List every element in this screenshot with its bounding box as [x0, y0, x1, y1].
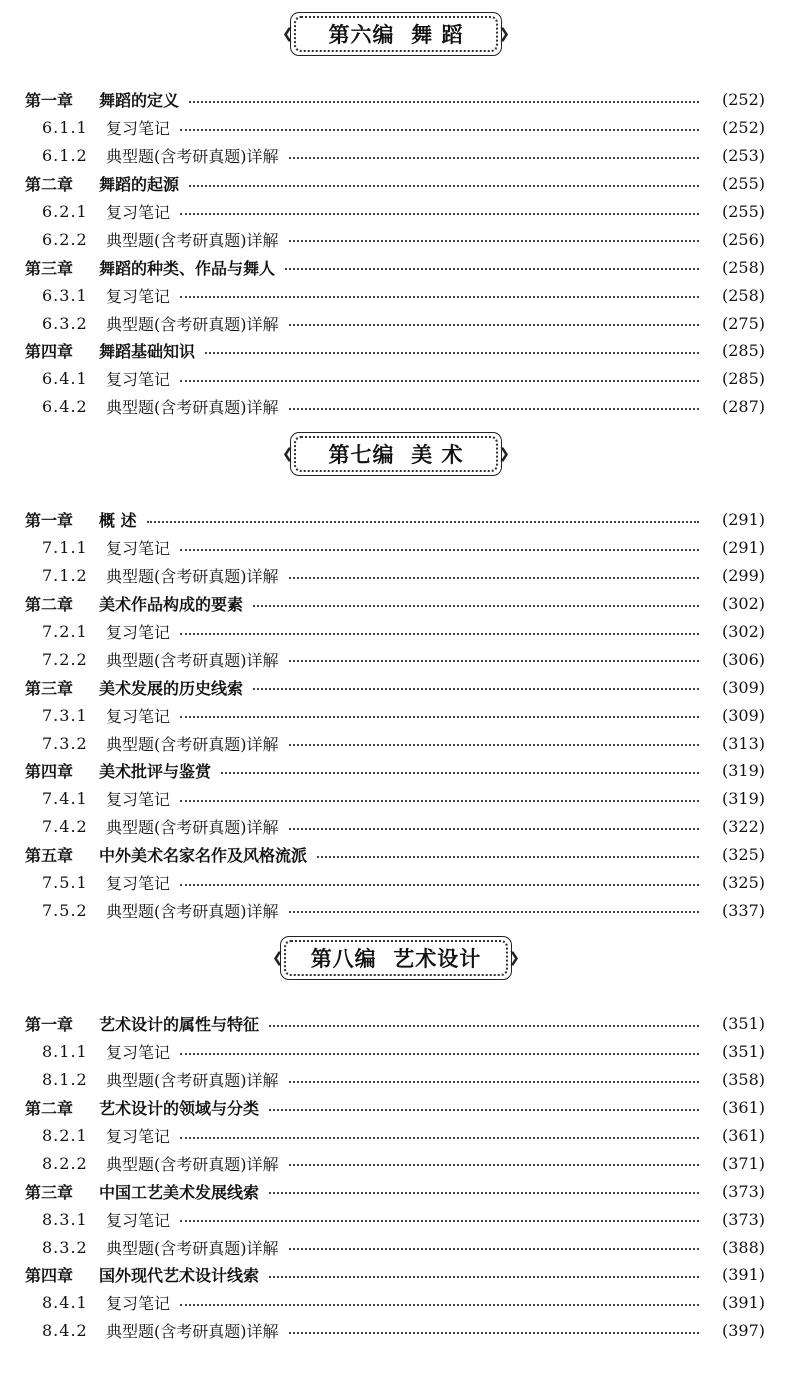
flourish-left-icon: ❮ — [272, 950, 284, 966]
toc-entry-title: 复习笔记 — [106, 874, 171, 894]
toc-entry-title: 典型题(含考研真题)详解 — [106, 567, 279, 587]
dot-leader — [180, 800, 699, 802]
toc-entry-number: 6.2.1 — [42, 202, 88, 221]
toc-entry-number: 7.2.1 — [42, 622, 88, 641]
toc-page-number: (358) — [721, 1070, 765, 1090]
dot-leader — [289, 1248, 700, 1250]
toc-entry-title: 复习笔记 — [106, 1294, 171, 1314]
toc-entry-title: 复习笔记 — [106, 1210, 171, 1230]
toc-entry-number: 6.4.2 — [42, 397, 88, 417]
toc-entry-number: 第四章 — [25, 762, 74, 782]
toc-entry-title: 典型题(含考研真题)详解 — [106, 1238, 279, 1258]
part-seven-entries — [0, 506, 790, 924]
toc-entry-title: 典型题(含考研真题)详解 — [106, 1154, 279, 1174]
toc-chapter-row[interactable] — [0, 841, 790, 869]
toc-page-number: (337) — [721, 900, 765, 920]
toc-entry-title: 复习笔记 — [106, 370, 171, 390]
toc-page-number: (306) — [721, 649, 765, 669]
toc-entry-number: 7.4.1 — [42, 789, 88, 809]
toc-section-row[interactable] — [0, 534, 790, 562]
dot-leader — [289, 577, 700, 579]
toc-entry-number: 7.2.2 — [42, 649, 88, 669]
toc-entry-number: 6.2.2 — [42, 229, 88, 249]
toc-entry-title: 美术批评与鉴赏 — [99, 762, 212, 782]
toc-entry-title: 美术发展的历史线索 — [99, 678, 244, 698]
toc-entry-number: 第一章 — [25, 1015, 74, 1035]
part-eight-banner — [272, 936, 520, 980]
toc-entry-title: 舞蹈的起源 — [99, 175, 180, 195]
part-eight-entries — [0, 1010, 790, 1345]
toc-page-number: (256) — [721, 229, 765, 249]
toc-entry-title: 典型题(含考研真题)详解 — [106, 1071, 279, 1091]
toc-entry-title: 复习笔记 — [106, 286, 171, 306]
dot-leader — [289, 240, 700, 242]
dot-leader — [289, 408, 700, 410]
toc-page-number: (309) — [721, 677, 765, 697]
toc-entry-title: 典型题(含考研真题)详解 — [106, 818, 279, 838]
toc-entry-title: 国外现代艺术设计线索 — [99, 1266, 260, 1286]
toc-section-row[interactable] — [0, 393, 790, 421]
toc-section-row[interactable] — [0, 142, 790, 170]
toc-entry-title: 复习笔记 — [106, 203, 171, 222]
toc-page-number: (351) — [721, 1042, 765, 1062]
toc-page-number: (373) — [721, 1181, 765, 1201]
toc-entry-number: 6.1.2 — [42, 146, 88, 166]
toc-entry-number: 8.2.2 — [42, 1153, 88, 1173]
dot-leader — [180, 884, 699, 886]
dot-leader — [180, 1220, 699, 1222]
toc-chapter-row[interactable] — [0, 506, 790, 534]
toc-section-row[interactable] — [0, 618, 790, 646]
toc-entry-number: 第四章 — [25, 1266, 74, 1286]
flourish-left-icon: ❮ — [282, 26, 294, 42]
toc-chapter-row[interactable] — [0, 673, 790, 701]
dot-leader — [289, 1081, 700, 1083]
toc-section-row[interactable] — [0, 309, 790, 337]
toc-page-number: (302) — [721, 594, 765, 614]
dot-leader — [189, 101, 699, 103]
toc-section-row[interactable] — [0, 645, 790, 673]
dot-leader — [269, 1192, 699, 1194]
toc-entry-title: 舞蹈的种类、作品与舞人 — [99, 258, 276, 278]
dot-leader — [289, 660, 700, 662]
flourish-left-icon: ❮ — [282, 446, 294, 462]
toc-entry-number: 第二章 — [25, 175, 74, 195]
flourish-right-icon: ❯ — [498, 26, 510, 42]
toc-section-row[interactable] — [0, 198, 790, 226]
toc-entry-title: 美术作品构成的要素 — [99, 595, 244, 615]
toc-chapter-row[interactable] — [0, 337, 790, 365]
part-six-banner — [282, 12, 510, 56]
toc-page-number: (255) — [721, 202, 765, 221]
toc-section-row[interactable] — [0, 225, 790, 253]
toc-entry-title: 典型题(含考研真题)详解 — [106, 398, 279, 418]
toc-entry-title: 典型题(含考研真题)详解 — [106, 314, 279, 334]
toc-page-number: (319) — [721, 761, 765, 781]
toc-chapter-row[interactable] — [0, 590, 790, 618]
toc-entry-number: 8.4.2 — [42, 1321, 88, 1341]
toc-entry-number: 第三章 — [25, 678, 74, 698]
toc-chapter-row[interactable] — [0, 170, 790, 198]
toc-page-number: (322) — [721, 817, 765, 837]
part-seven-banner — [282, 432, 510, 476]
toc-entry-title: 典型题(含考研真题)详解 — [106, 230, 279, 250]
toc-entry-number: 7.5.2 — [42, 900, 88, 920]
dot-leader — [269, 1276, 699, 1278]
toc-page-number: (252) — [721, 90, 765, 110]
dot-leader — [180, 380, 699, 382]
toc-section-row[interactable] — [0, 281, 790, 309]
dot-leader — [285, 268, 699, 270]
dot-leader — [253, 605, 699, 607]
dot-leader — [221, 772, 699, 774]
toc-page-number: (391) — [721, 1293, 765, 1313]
toc-entry-title: 中外美术名家名作及风格流派 — [99, 846, 308, 866]
dot-leader — [180, 716, 699, 718]
toc-page-number: (391) — [721, 1265, 765, 1285]
toc-page-number: (373) — [721, 1209, 765, 1229]
toc-entry-number: 第三章 — [25, 258, 74, 278]
toc-entry-number: 第三章 — [25, 1182, 74, 1202]
toc-section-row[interactable] — [0, 813, 790, 841]
toc-entry-number: 6.4.1 — [42, 369, 88, 389]
toc-page-number: (325) — [721, 873, 765, 893]
dot-leader — [180, 1304, 699, 1306]
toc-chapter-row[interactable] — [0, 253, 790, 281]
part-six — [0, 6, 790, 421]
toc-page-number: (351) — [721, 1014, 765, 1034]
toc-entry-number: 8.4.1 — [42, 1293, 88, 1313]
toc-page-number: (325) — [721, 845, 765, 865]
toc-page-number: (258) — [721, 285, 765, 305]
part-eight-title: 第八编 艺术设计 — [310, 947, 482, 971]
toc-page-number: (287) — [721, 397, 765, 417]
toc-section-row[interactable] — [0, 785, 790, 813]
part-six-entries — [0, 86, 790, 421]
toc-chapter-row[interactable] — [0, 86, 790, 114]
dot-leader — [289, 157, 700, 159]
toc-entry-number: 6.1.1 — [42, 118, 88, 138]
dot-leader — [180, 1053, 699, 1055]
toc-entry-title: 典型题(含考研真题)详解 — [106, 650, 279, 670]
toc-page-number: (258) — [721, 257, 765, 277]
toc-page-number: (361) — [721, 1126, 765, 1145]
toc-page-number: (275) — [721, 313, 765, 333]
dot-leader — [289, 1164, 700, 1166]
toc-entry-number: 6.3.2 — [42, 313, 88, 333]
toc-entry-number: 8.1.2 — [42, 1070, 88, 1090]
toc-entry-number: 第一章 — [25, 511, 74, 531]
dot-leader — [189, 185, 699, 187]
toc-entry-title: 典型题(含考研真题)详解 — [106, 901, 279, 921]
toc-section-row[interactable] — [0, 1066, 790, 1094]
toc-page-number: (371) — [721, 1153, 765, 1173]
toc-page-number: (302) — [721, 622, 765, 641]
toc-section-row[interactable] — [0, 365, 790, 393]
toc-page-number: (388) — [721, 1237, 765, 1257]
toc-page-number: (299) — [721, 566, 765, 586]
dot-leader — [289, 1332, 700, 1334]
toc-page-number: (397) — [721, 1321, 765, 1341]
dot-leader — [289, 324, 700, 326]
toc-entry-title: 典型题(含考研真题)详解 — [106, 1322, 279, 1342]
toc-entry-title: 艺术设计的领域与分类 — [99, 1099, 260, 1119]
toc-section-row[interactable] — [0, 1317, 790, 1345]
flourish-right-icon: ❯ — [498, 446, 510, 462]
toc-page-number: (285) — [721, 341, 765, 361]
toc-section-row[interactable] — [0, 869, 790, 897]
dot-leader — [289, 911, 700, 913]
dot-leader — [253, 688, 699, 690]
toc-entry-number: 第二章 — [25, 595, 74, 615]
toc-section-row[interactable] — [0, 562, 790, 590]
toc-page-number: (309) — [721, 705, 765, 725]
dot-leader — [180, 633, 699, 635]
toc-section-row[interactable] — [0, 1205, 790, 1233]
toc-page-number: (291) — [721, 538, 765, 558]
toc-entry-title: 典型题(含考研真题)详解 — [106, 734, 279, 754]
toc-page-number: (255) — [721, 174, 765, 194]
toc-page-number: (291) — [721, 510, 765, 530]
toc-entry-title: 复习笔记 — [106, 1127, 171, 1146]
toc-section-row[interactable] — [0, 1289, 790, 1317]
toc-page-number: (253) — [721, 146, 765, 166]
toc-entry-title: 复习笔记 — [106, 706, 171, 726]
toc-section-row[interactable] — [0, 729, 790, 757]
toc-page-number: (319) — [721, 789, 765, 809]
toc-page-number: (361) — [721, 1098, 765, 1118]
toc-entry-title: 复习笔记 — [106, 119, 171, 139]
toc-section-row[interactable] — [0, 1038, 790, 1066]
toc-entry-number: 7.5.1 — [42, 873, 88, 893]
toc-entry-title: 复习笔记 — [106, 623, 171, 642]
toc-chapter-row[interactable] — [0, 1094, 790, 1122]
toc-entry-number: 第二章 — [25, 1099, 74, 1119]
toc-chapter-row[interactable] — [0, 757, 790, 785]
dot-leader — [289, 828, 700, 830]
toc-section-row[interactable] — [0, 1122, 790, 1150]
toc-entry-title: 概 述 — [99, 511, 137, 531]
toc-entry-title: 复习笔记 — [106, 1043, 171, 1063]
toc-entry-number: 7.1.1 — [42, 538, 88, 558]
toc-entry-title: 中国工艺美术发展线索 — [99, 1182, 260, 1202]
part-seven-title: 第七编 美 术 — [328, 443, 464, 467]
toc-section-row[interactable] — [0, 701, 790, 729]
toc-entry-number: 第一章 — [25, 91, 74, 111]
toc-chapter-row[interactable] — [0, 1177, 790, 1205]
part-seven — [0, 426, 790, 924]
dot-leader — [205, 352, 699, 354]
dot-leader — [289, 744, 700, 746]
toc-entry-title: 舞蹈的定义 — [99, 91, 180, 111]
toc-entry-number: 7.1.2 — [42, 566, 88, 586]
toc-chapter-row[interactable] — [0, 1010, 790, 1038]
toc-entry-number: 8.1.1 — [42, 1042, 88, 1062]
toc-section-row[interactable] — [0, 896, 790, 924]
part-six-title: 第六编 舞 蹈 — [328, 23, 464, 47]
toc-entry-title: 艺术设计的属性与特征 — [99, 1015, 260, 1035]
dot-leader — [269, 1025, 699, 1027]
toc-entry-title: 舞蹈基础知识 — [99, 342, 196, 362]
toc-entry-number: 8.3.2 — [42, 1237, 88, 1257]
toc-chapter-row[interactable] — [0, 1261, 790, 1289]
dot-leader — [269, 1109, 699, 1111]
toc-section-row[interactable] — [0, 1233, 790, 1261]
dot-leader — [180, 213, 699, 215]
toc-entry-number: 7.4.2 — [42, 817, 88, 837]
toc-page-number: (252) — [721, 118, 765, 138]
toc-entry-title: 复习笔记 — [106, 539, 171, 559]
dot-leader — [317, 856, 699, 858]
toc-section-row[interactable] — [0, 1149, 790, 1177]
toc-page-number: (313) — [721, 733, 765, 753]
toc-entry-number: 7.3.2 — [42, 733, 88, 753]
dot-leader — [147, 521, 699, 523]
toc-entry-title: 复习笔记 — [106, 790, 171, 810]
toc-entry-title: 典型题(含考研真题)详解 — [106, 147, 279, 167]
dot-leader — [180, 1137, 699, 1139]
toc-entry-number: 8.2.1 — [42, 1126, 88, 1145]
dot-leader — [180, 129, 699, 131]
flourish-right-icon: ❯ — [508, 950, 520, 966]
dot-leader — [180, 296, 699, 298]
toc-entry-number: 第五章 — [25, 846, 74, 866]
toc-entry-number: 8.3.1 — [42, 1209, 88, 1229]
toc-entry-number: 7.3.1 — [42, 705, 88, 725]
toc-entry-number: 6.3.1 — [42, 285, 88, 305]
toc-section-row[interactable] — [0, 114, 790, 142]
part-eight — [0, 930, 790, 1345]
dot-leader — [180, 549, 699, 551]
toc-entry-number: 第四章 — [25, 342, 74, 362]
toc-page-number: (285) — [721, 369, 765, 389]
